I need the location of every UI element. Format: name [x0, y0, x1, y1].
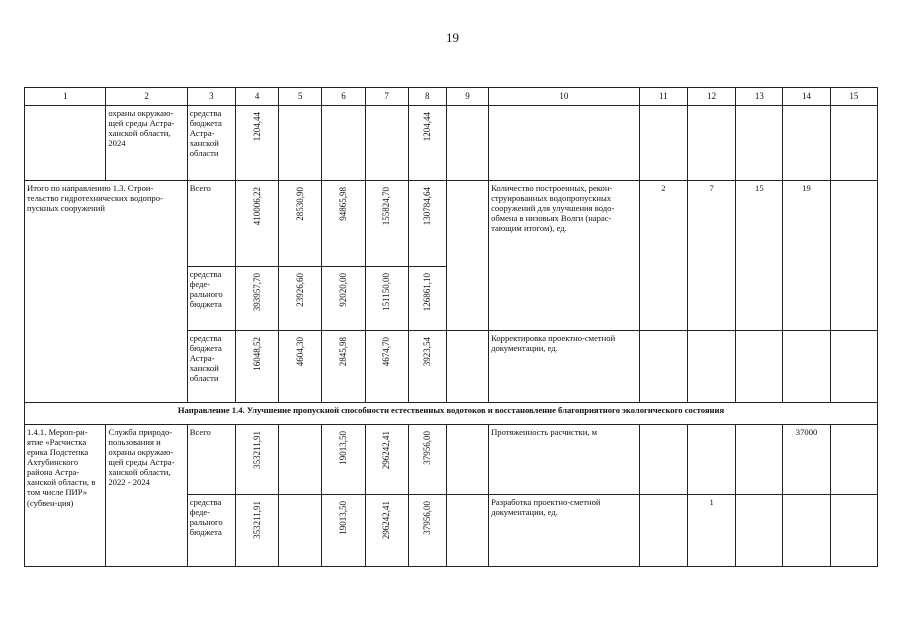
col-number: 14	[783, 88, 830, 106]
table-cell	[279, 105, 322, 180]
amount-value: 28530,90	[294, 186, 305, 221]
table-cell	[639, 105, 687, 180]
table-cell	[830, 494, 877, 566]
table-cell	[688, 330, 736, 402]
amount-value: 155824,70	[381, 186, 392, 225]
amount-cell	[365, 494, 408, 566]
page-number: 19	[446, 30, 459, 45]
amount-cell	[322, 330, 365, 402]
table-cell	[639, 424, 687, 494]
table-cell	[688, 424, 736, 494]
amount-value: 3923,54	[422, 336, 432, 366]
table-cell	[322, 105, 365, 180]
col-number: 8	[408, 88, 446, 106]
amount-cell	[279, 180, 322, 266]
amount-value: 353211,91	[251, 500, 262, 539]
amount-value: 16048,52	[251, 336, 262, 371]
amount-value: 1204,44	[251, 111, 262, 141]
amount-cell	[235, 105, 278, 180]
column-number-row	[25, 88, 878, 106]
amount-value: 92020,00	[338, 272, 349, 307]
amount-value: 4674,70	[381, 336, 392, 366]
amount-cell	[322, 494, 365, 566]
table-cell	[279, 494, 322, 566]
col-number: 15	[830, 88, 877, 106]
amount-cell	[408, 494, 446, 566]
col-number: 9	[446, 88, 488, 106]
table-row	[25, 180, 878, 266]
amount-value: 94865,98	[338, 186, 349, 221]
table-cell	[446, 424, 488, 494]
amount-cell	[235, 180, 278, 266]
table-cell	[736, 424, 783, 494]
table-row	[25, 402, 878, 424]
amount-value: 19013,50	[338, 500, 349, 535]
amount-value: 4604,30	[294, 336, 305, 366]
indicator-value: 2	[639, 180, 687, 330]
col-number: 3	[187, 88, 235, 106]
table-cell	[830, 330, 877, 402]
table-row	[25, 424, 878, 494]
indicator-value: 19	[783, 180, 830, 330]
table-cell	[736, 494, 783, 566]
col-number: 12	[688, 88, 736, 106]
amount-value: 19013,50	[338, 430, 349, 465]
amount-cell	[365, 266, 408, 330]
amount-value: 130784,64	[422, 186, 432, 225]
table-cell	[736, 330, 783, 402]
amount-cell	[235, 424, 278, 494]
amount-cell	[365, 180, 408, 266]
amount-value: 37956,00	[422, 500, 432, 535]
funding-source-cell: Всего	[187, 424, 235, 494]
amount-value: 353211,91	[251, 430, 262, 469]
amount-value: 23926,60	[294, 272, 305, 307]
table-cell	[365, 105, 408, 180]
table-cell	[639, 330, 687, 402]
amount-cell	[365, 424, 408, 494]
section-total-label: Итого по направлению 1.3. Строи-тельство гидротехнических водопро-пускных сооружений	[25, 180, 188, 402]
funding-source-cell: средства феде-рального бюджета	[187, 494, 235, 566]
amount-value: 1204,44	[422, 111, 432, 141]
indicator-cell: Разработка проектно-сметной документации, ед.	[489, 494, 640, 566]
table-cell	[830, 180, 877, 330]
amount-cell	[322, 266, 365, 330]
table-cell	[446, 105, 488, 180]
indicator-value: 1	[688, 494, 736, 566]
indicator-value: 37000	[783, 424, 830, 494]
amount-cell	[235, 330, 278, 402]
col-number: 1	[25, 88, 106, 106]
col-number: 11	[639, 88, 687, 106]
col-number: 13	[736, 88, 783, 106]
table-cell	[783, 330, 830, 402]
amount-cell	[322, 424, 365, 494]
amount-cell	[408, 424, 446, 494]
amount-value: 296242,41	[381, 500, 392, 539]
funding-source-cell: Всего	[187, 180, 235, 266]
table-cell	[279, 424, 322, 494]
table-cell	[446, 494, 488, 566]
table-cell	[830, 105, 877, 180]
table-cell	[639, 494, 687, 566]
funding-source-cell: средства бюджета Астра-ханской области	[187, 105, 235, 180]
amount-value: 151150,00	[381, 272, 392, 311]
amount-cell	[279, 266, 322, 330]
measure-name-cell: 1.4.1. Мероп-ри-ятие «Расчистка ерика Подстепка Ахтубинского района Астра-ханской области, в том числе ПИР» (субвен-ция)	[25, 424, 106, 566]
table-cell	[446, 180, 488, 330]
table-row	[25, 105, 878, 180]
col-number: 10	[489, 88, 640, 106]
funding-source-cell: средства феде-рального бюджета	[187, 266, 235, 330]
col-number: 5	[279, 88, 322, 106]
amount-value: 296242,41	[381, 430, 392, 469]
table-cell	[736, 105, 783, 180]
direction-heading: Направление 1.4. Улучшение пропускной способности естественных водотоков и восстановление благоприятного экологического состояния	[25, 402, 878, 424]
amount-cell	[408, 105, 446, 180]
table-cell	[783, 494, 830, 566]
amount-cell	[408, 180, 446, 266]
table-cell	[688, 105, 736, 180]
amount-value: 37956,00	[422, 430, 432, 465]
col-number: 7	[365, 88, 408, 106]
indicator-cell: Протяженность расчистки, м	[489, 424, 640, 494]
amount-cell	[322, 180, 365, 266]
amount-value: 410006,22	[251, 186, 262, 225]
amount-cell	[235, 494, 278, 566]
col-number: 4	[235, 88, 278, 106]
table-cell	[25, 105, 106, 180]
indicator-value: 15	[736, 180, 783, 330]
indicator-value: 7	[688, 180, 736, 330]
amount-value: 393957,70	[251, 272, 262, 311]
amount-cell	[408, 330, 446, 402]
indicator-cell: Корректировка проектно-сметной документации, ед.	[489, 330, 640, 402]
table-cell	[446, 330, 488, 402]
col-number: 2	[106, 88, 187, 106]
amount-cell	[408, 266, 446, 330]
amount-value: 2845,98	[338, 336, 349, 366]
funding-source-cell: средства бюджета Астра-ханской области	[187, 330, 235, 402]
responsible-cell: охраны окружаю-щей среды Астра-ханской области, 2024	[106, 105, 187, 180]
amount-cell	[235, 266, 278, 330]
table-cell	[783, 105, 830, 180]
table-cell	[489, 105, 640, 180]
responsible-cell: Служба природо-пользования и охраны окружаю-щей среды Астра-ханской области, 2022 - 2024	[106, 424, 187, 566]
amount-value: 126861,10	[422, 272, 432, 311]
amount-cell	[365, 330, 408, 402]
table-cell	[830, 424, 877, 494]
col-number: 6	[322, 88, 365, 106]
indicator-cell: Количество построенных, рекон-струированных водопропускных сооружений для улучшения водо-обмена в низовьях Волги (нараc-тающим итогом), ед.	[489, 180, 640, 330]
program-table	[24, 87, 878, 567]
amount-cell	[279, 330, 322, 402]
